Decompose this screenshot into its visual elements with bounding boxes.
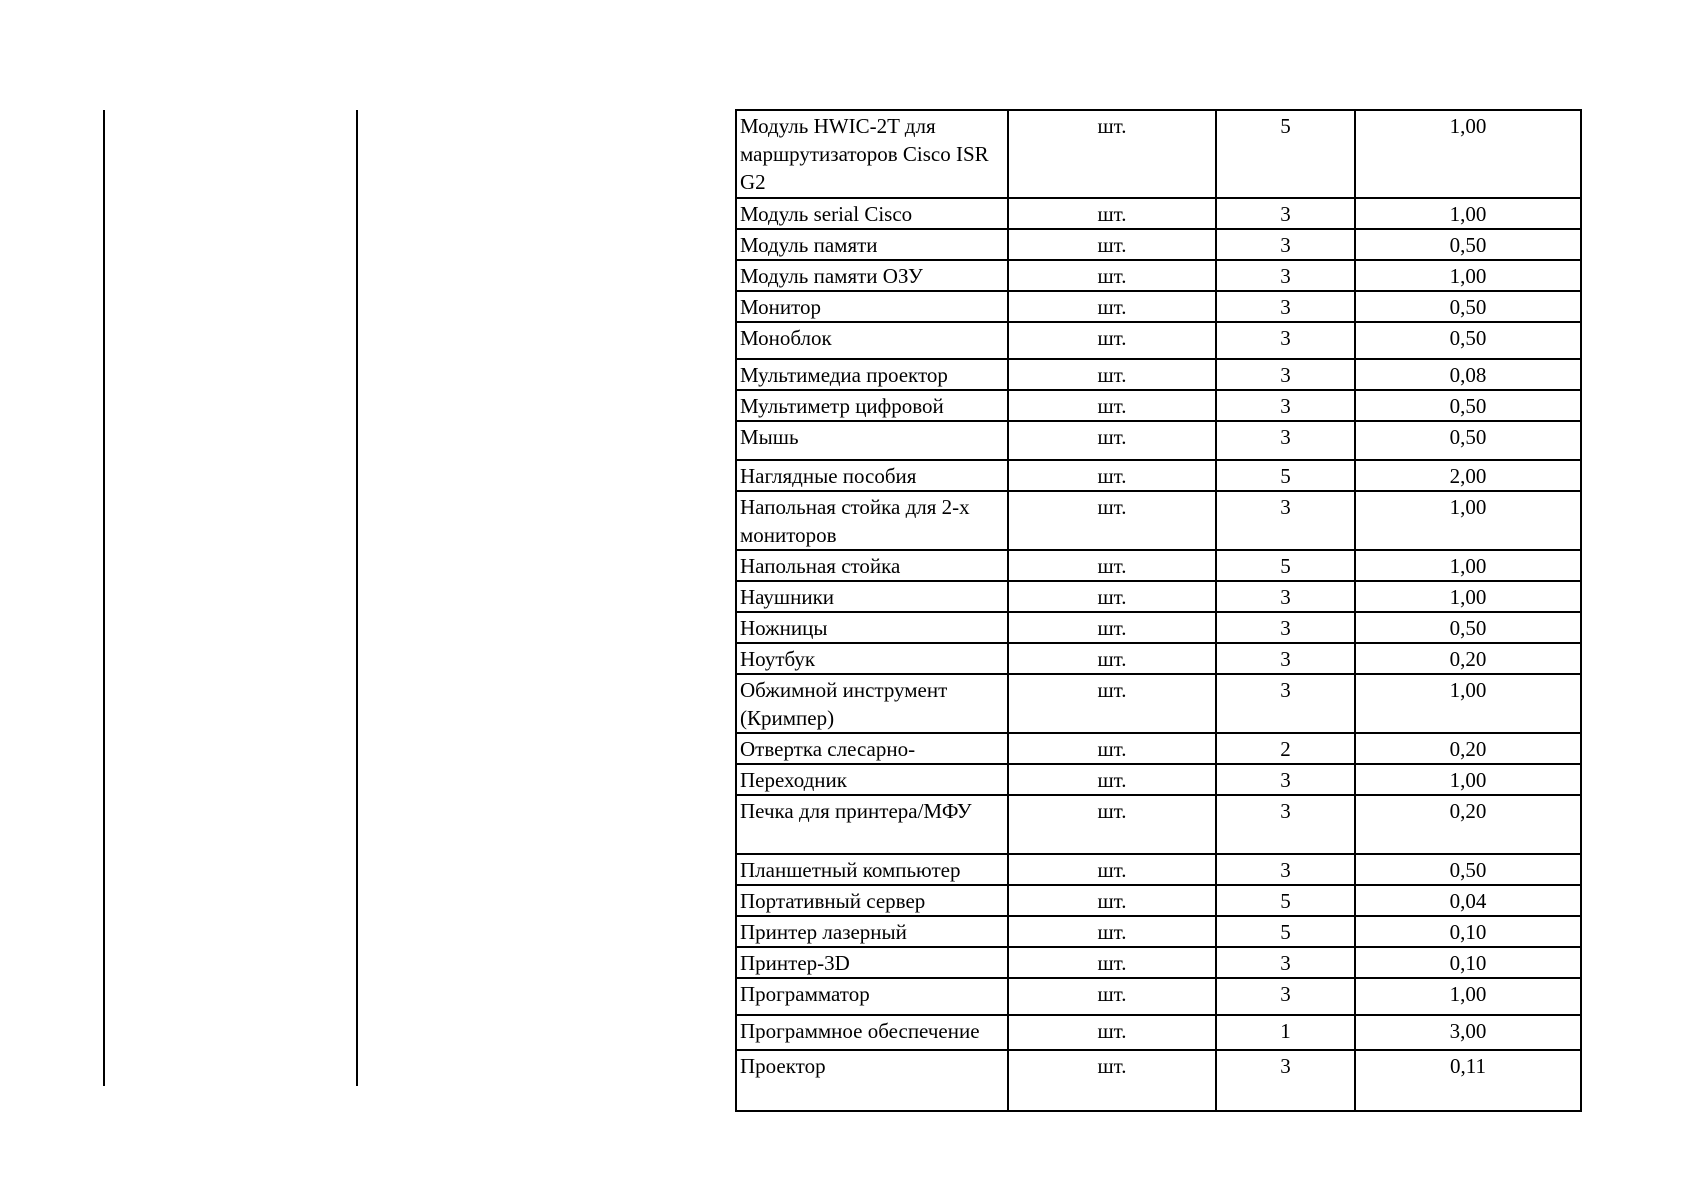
item-value: 0,20 <box>1355 733 1581 764</box>
item-quantity: 3 <box>1216 947 1355 978</box>
table-row <box>736 795 1581 854</box>
item-value: 2,00 <box>1355 460 1581 491</box>
item-name: Портативный сервер <box>736 885 1008 916</box>
item-name: Принтер-3D <box>736 947 1008 978</box>
item-quantity: 3 <box>1216 764 1355 795</box>
item-value: 3,00 <box>1355 1015 1581 1050</box>
item-name: Модуль памяти ОЗУ <box>736 260 1008 291</box>
item-value: 0,50 <box>1355 421 1581 460</box>
item-quantity: 3 <box>1216 795 1355 854</box>
item-name: Отвертка слесарно- <box>736 733 1008 764</box>
item-unit: шт. <box>1008 885 1216 916</box>
item-value: 1,00 <box>1355 550 1581 581</box>
table-row <box>736 674 1581 733</box>
table-row <box>736 491 1581 550</box>
item-unit: шт. <box>1008 581 1216 612</box>
table-row <box>736 359 1581 390</box>
item-value: 1,00 <box>1355 260 1581 291</box>
item-unit: шт. <box>1008 198 1216 229</box>
middle-column-border <box>356 110 358 1086</box>
item-unit: шт. <box>1008 643 1216 674</box>
equipment-table <box>735 109 1582 1112</box>
item-name: Моноблок <box>736 322 1008 359</box>
table-row <box>736 550 1581 581</box>
table-row <box>736 390 1581 421</box>
item-quantity: 2 <box>1216 733 1355 764</box>
table-row <box>736 733 1581 764</box>
table-row <box>736 421 1581 460</box>
table-row <box>736 854 1581 885</box>
item-name: Модуль памяти <box>736 229 1008 260</box>
item-name: Программатор <box>736 978 1008 1015</box>
table-row <box>736 764 1581 795</box>
item-unit: шт. <box>1008 795 1216 854</box>
item-value: 1,00 <box>1355 491 1581 550</box>
table-row <box>736 916 1581 947</box>
item-name: Переходник <box>736 764 1008 795</box>
item-quantity: 3 <box>1216 674 1355 733</box>
table-row <box>736 581 1581 612</box>
item-unit: шт. <box>1008 110 1216 198</box>
item-name: Напольная стойка <box>736 550 1008 581</box>
item-quantity: 3 <box>1216 581 1355 612</box>
table-row <box>736 260 1581 291</box>
item-name: Ноутбук <box>736 643 1008 674</box>
table-row <box>736 947 1581 978</box>
item-unit: шт. <box>1008 260 1216 291</box>
item-quantity: 5 <box>1216 550 1355 581</box>
item-value: 1,00 <box>1355 110 1581 198</box>
item-value: 0,20 <box>1355 643 1581 674</box>
table-row <box>736 612 1581 643</box>
item-quantity: 3 <box>1216 421 1355 460</box>
item-unit: шт. <box>1008 764 1216 795</box>
left-column-border <box>103 110 105 1086</box>
table-row <box>736 1050 1581 1111</box>
item-name: Печка для принтера/МФУ <box>736 795 1008 854</box>
item-value: 0,04 <box>1355 885 1581 916</box>
item-value: 0,50 <box>1355 612 1581 643</box>
item-name: Обжимной инструмент (Кримпер) <box>736 674 1008 733</box>
item-unit: шт. <box>1008 460 1216 491</box>
item-value: 0,10 <box>1355 916 1581 947</box>
item-quantity: 3 <box>1216 322 1355 359</box>
item-quantity: 3 <box>1216 291 1355 322</box>
item-quantity: 5 <box>1216 885 1355 916</box>
item-name: Модуль serial Cisco <box>736 198 1008 229</box>
item-unit: шт. <box>1008 229 1216 260</box>
item-name: Ножницы <box>736 612 1008 643</box>
item-quantity: 1 <box>1216 1015 1355 1050</box>
table-row <box>736 198 1581 229</box>
item-quantity: 5 <box>1216 110 1355 198</box>
item-value: 1,00 <box>1355 978 1581 1015</box>
item-unit: шт. <box>1008 978 1216 1015</box>
item-quantity: 3 <box>1216 491 1355 550</box>
item-value: 0,50 <box>1355 854 1581 885</box>
item-quantity: 3 <box>1216 1050 1355 1111</box>
table-row <box>736 110 1581 198</box>
item-unit: шт. <box>1008 550 1216 581</box>
item-unit: шт. <box>1008 359 1216 390</box>
item-name: Мультиметр цифровой <box>736 390 1008 421</box>
item-name: Модуль HWIC-2T для маршрутизаторов Cisco ISR G2 <box>736 110 1008 198</box>
item-name: Проектор <box>736 1050 1008 1111</box>
item-unit: шт. <box>1008 1015 1216 1050</box>
item-name: Программное обеспечение <box>736 1015 1008 1050</box>
item-name: Принтер лазерный <box>736 916 1008 947</box>
item-quantity: 3 <box>1216 612 1355 643</box>
item-quantity: 5 <box>1216 916 1355 947</box>
item-unit: шт. <box>1008 491 1216 550</box>
item-value: 0,20 <box>1355 795 1581 854</box>
item-quantity: 3 <box>1216 198 1355 229</box>
table-row <box>736 643 1581 674</box>
item-unit: шт. <box>1008 733 1216 764</box>
item-value: 0,50 <box>1355 322 1581 359</box>
table-row <box>736 291 1581 322</box>
item-value: 0,50 <box>1355 390 1581 421</box>
item-unit: шт. <box>1008 674 1216 733</box>
item-value: 0,08 <box>1355 359 1581 390</box>
table-row <box>736 460 1581 491</box>
item-unit: шт. <box>1008 916 1216 947</box>
item-value: 0,50 <box>1355 291 1581 322</box>
item-quantity: 3 <box>1216 359 1355 390</box>
item-unit: шт. <box>1008 1050 1216 1111</box>
item-value: 1,00 <box>1355 198 1581 229</box>
item-quantity: 3 <box>1216 229 1355 260</box>
item-unit: шт. <box>1008 612 1216 643</box>
item-quantity: 3 <box>1216 643 1355 674</box>
item-name: Мышь <box>736 421 1008 460</box>
item-quantity: 5 <box>1216 460 1355 491</box>
item-name: Планшетный компьютер <box>736 854 1008 885</box>
table-row <box>736 978 1581 1015</box>
item-value: 1,00 <box>1355 674 1581 733</box>
table-row <box>736 885 1581 916</box>
table-row <box>736 322 1581 359</box>
item-value: 1,00 <box>1355 581 1581 612</box>
item-quantity: 3 <box>1216 978 1355 1015</box>
item-value: 0,50 <box>1355 229 1581 260</box>
table-row <box>736 1015 1581 1050</box>
item-unit: шт. <box>1008 421 1216 460</box>
equipment-table-body <box>736 110 1581 1111</box>
item-name: Напольная стойка для 2-х мониторов <box>736 491 1008 550</box>
item-quantity: 3 <box>1216 854 1355 885</box>
item-unit: шт. <box>1008 947 1216 978</box>
item-name: Наглядные пособия <box>736 460 1008 491</box>
item-unit: шт. <box>1008 291 1216 322</box>
item-value: 0,10 <box>1355 947 1581 978</box>
item-unit: шт. <box>1008 322 1216 359</box>
item-name: Монитор <box>736 291 1008 322</box>
item-unit: шт. <box>1008 390 1216 421</box>
item-value: 0,11 <box>1355 1050 1581 1111</box>
table-row <box>736 229 1581 260</box>
item-quantity: 3 <box>1216 390 1355 421</box>
item-unit: шт. <box>1008 854 1216 885</box>
item-name: Наушники <box>736 581 1008 612</box>
item-name: Мультимедиа проектор <box>736 359 1008 390</box>
item-quantity: 3 <box>1216 260 1355 291</box>
item-value: 1,00 <box>1355 764 1581 795</box>
